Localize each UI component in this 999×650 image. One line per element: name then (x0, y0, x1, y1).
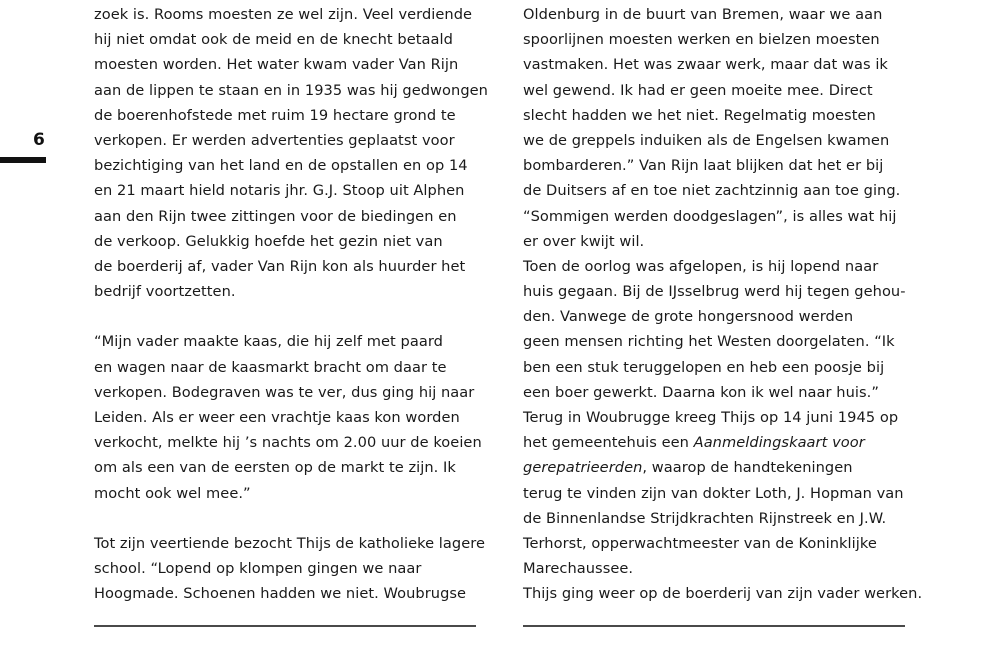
text-line: aan de lippen te staan en in 1935 was hij gedwongen (94, 81, 488, 99)
page-marker-bar (0, 157, 46, 163)
text-line: slecht hadden we het niet. Regelmatig moesten (523, 106, 876, 124)
right-text-column (523, 2, 923, 607)
text-line: aan den Rijn twee zittingen voor de biedingen en (94, 207, 457, 225)
text-line (94, 304, 479, 329)
text-line: verkopen. Er werden advertenties geplaatst voor (94, 131, 455, 149)
italic-card-title-cont: gerepatrieerden (523, 459, 643, 477)
text-line: school. “Lopend op klompen gingen we naar (94, 560, 422, 578)
text-line: vastmaken. Het was zwaar werk, maar dat was ik (523, 56, 888, 74)
text-line-rest: , waarop de handtekeningen (642, 459, 853, 477)
text-line: en wagen naar de kaasmarkt bracht om daar te (94, 358, 447, 376)
text-line: bezichtiging van het land en de opstallen en op 14 (94, 157, 468, 175)
italic-card-title: Aanmeldingskaart voor (693, 434, 865, 452)
text-line: bombarderen.” Van Rijn laat blijken dat het er bij (523, 157, 884, 175)
text-line: om als een van de eersten op de markt te zijn. Ik (94, 459, 456, 477)
text-line: hij niet omdat ook de meid en de knecht betaald (94, 31, 453, 49)
text-line: ben een stuk teruggelopen en heb een poosje bij (523, 358, 885, 376)
text-line: verkocht, melkte hij ’s nachts om 2.00 uur de koeien (94, 434, 482, 452)
page-number: 6 (33, 130, 45, 150)
text-line: den. Vanwege de grote hongersnood werden (523, 308, 854, 326)
text-line: de Binnenlandse Strijdkrachten Rijnstreek en J.W. (523, 509, 887, 527)
text-line: Marechaussee. (523, 560, 634, 578)
text-line: huis gegaan. Bij de IJsselbrug werd hij tegen gehou- (523, 283, 906, 301)
text-line (94, 506, 479, 531)
left-footer-rule (94, 625, 476, 627)
text-line: wel gewend. Ik had er geen moeite mee. Direct (523, 81, 873, 99)
text-line: de boerderij af, vader Van Rijn kon als huurder het (94, 257, 466, 275)
right-footer-rule (523, 625, 905, 627)
text-line: er over kwijt wil. (523, 232, 645, 250)
text-line: geen mensen richting het Westen doorgelaten. “Ik (523, 333, 895, 351)
text-line: Terhorst, opperwachtmeester van de Koninklijke (523, 534, 877, 552)
text-line: de verkoop. Gelukkig hoefde het gezin niet van (94, 232, 443, 250)
text-line: we de greppels induiken als de Engelsen kwamen (523, 131, 890, 149)
left-text-column (94, 2, 488, 607)
text-line: terug te vinden zijn van dokter Loth, J. Hopman van (523, 484, 904, 502)
text-line: de boerenhofstede met ruim 19 hectare grond te (94, 106, 456, 124)
text-line: bedrijf voortzetten. (94, 283, 236, 301)
text-line: verkopen. Bodegraven was te ver, dus ging hij naar (94, 383, 475, 401)
text-line: “Sommigen werden doodgeslagen”, is alles wat hij (523, 207, 897, 225)
text-line: moesten worden. Het water kwam vader Van Rijn (94, 56, 459, 74)
text-line (523, 455, 908, 480)
text-line: Oldenburg in de buurt van Bremen, waar we aan (523, 6, 883, 23)
text-line: spoorlijnen moesten werken en bielzen moesten (523, 31, 880, 49)
text-line: en 21 maart hield notaris jhr. G.J. Stoop uit Alphen (94, 182, 465, 200)
text-line: Tot zijn veertiende bezocht Thijs de katholieke lagere (94, 534, 485, 552)
text-line: zoek is. Rooms moesten ze wel zijn. Veel verdiende (94, 6, 473, 23)
text-line: mocht ook wel mee.” (94, 484, 251, 502)
text-line: “Mijn vader maakte kaas, die hij zelf met paard (94, 333, 443, 351)
text-line: de Duitsers af en toe niet zachtzinnig aan toe ging. (523, 182, 901, 200)
text-line: een boer gewerkt. Daarna kon ik wel naar huis.” (523, 383, 879, 401)
text-line: Hoogmade. Schoenen hadden we niet. Woubrugse (94, 585, 467, 603)
text-line: het gemeentehuis een Aanmeldingskaart voor (523, 434, 865, 452)
text-line: Terug in Woubrugge kreeg Thijs op 14 juni 1945 op (523, 409, 899, 426)
text-line: Toen de oorlog was afgelopen, is hij lopend naar (523, 257, 879, 275)
text-line: Leiden. Als er weer een vrachtje kaas kon worden (94, 409, 460, 426)
text-line: Thijs ging weer op de boerderij van zijn vader werken. (523, 585, 923, 603)
